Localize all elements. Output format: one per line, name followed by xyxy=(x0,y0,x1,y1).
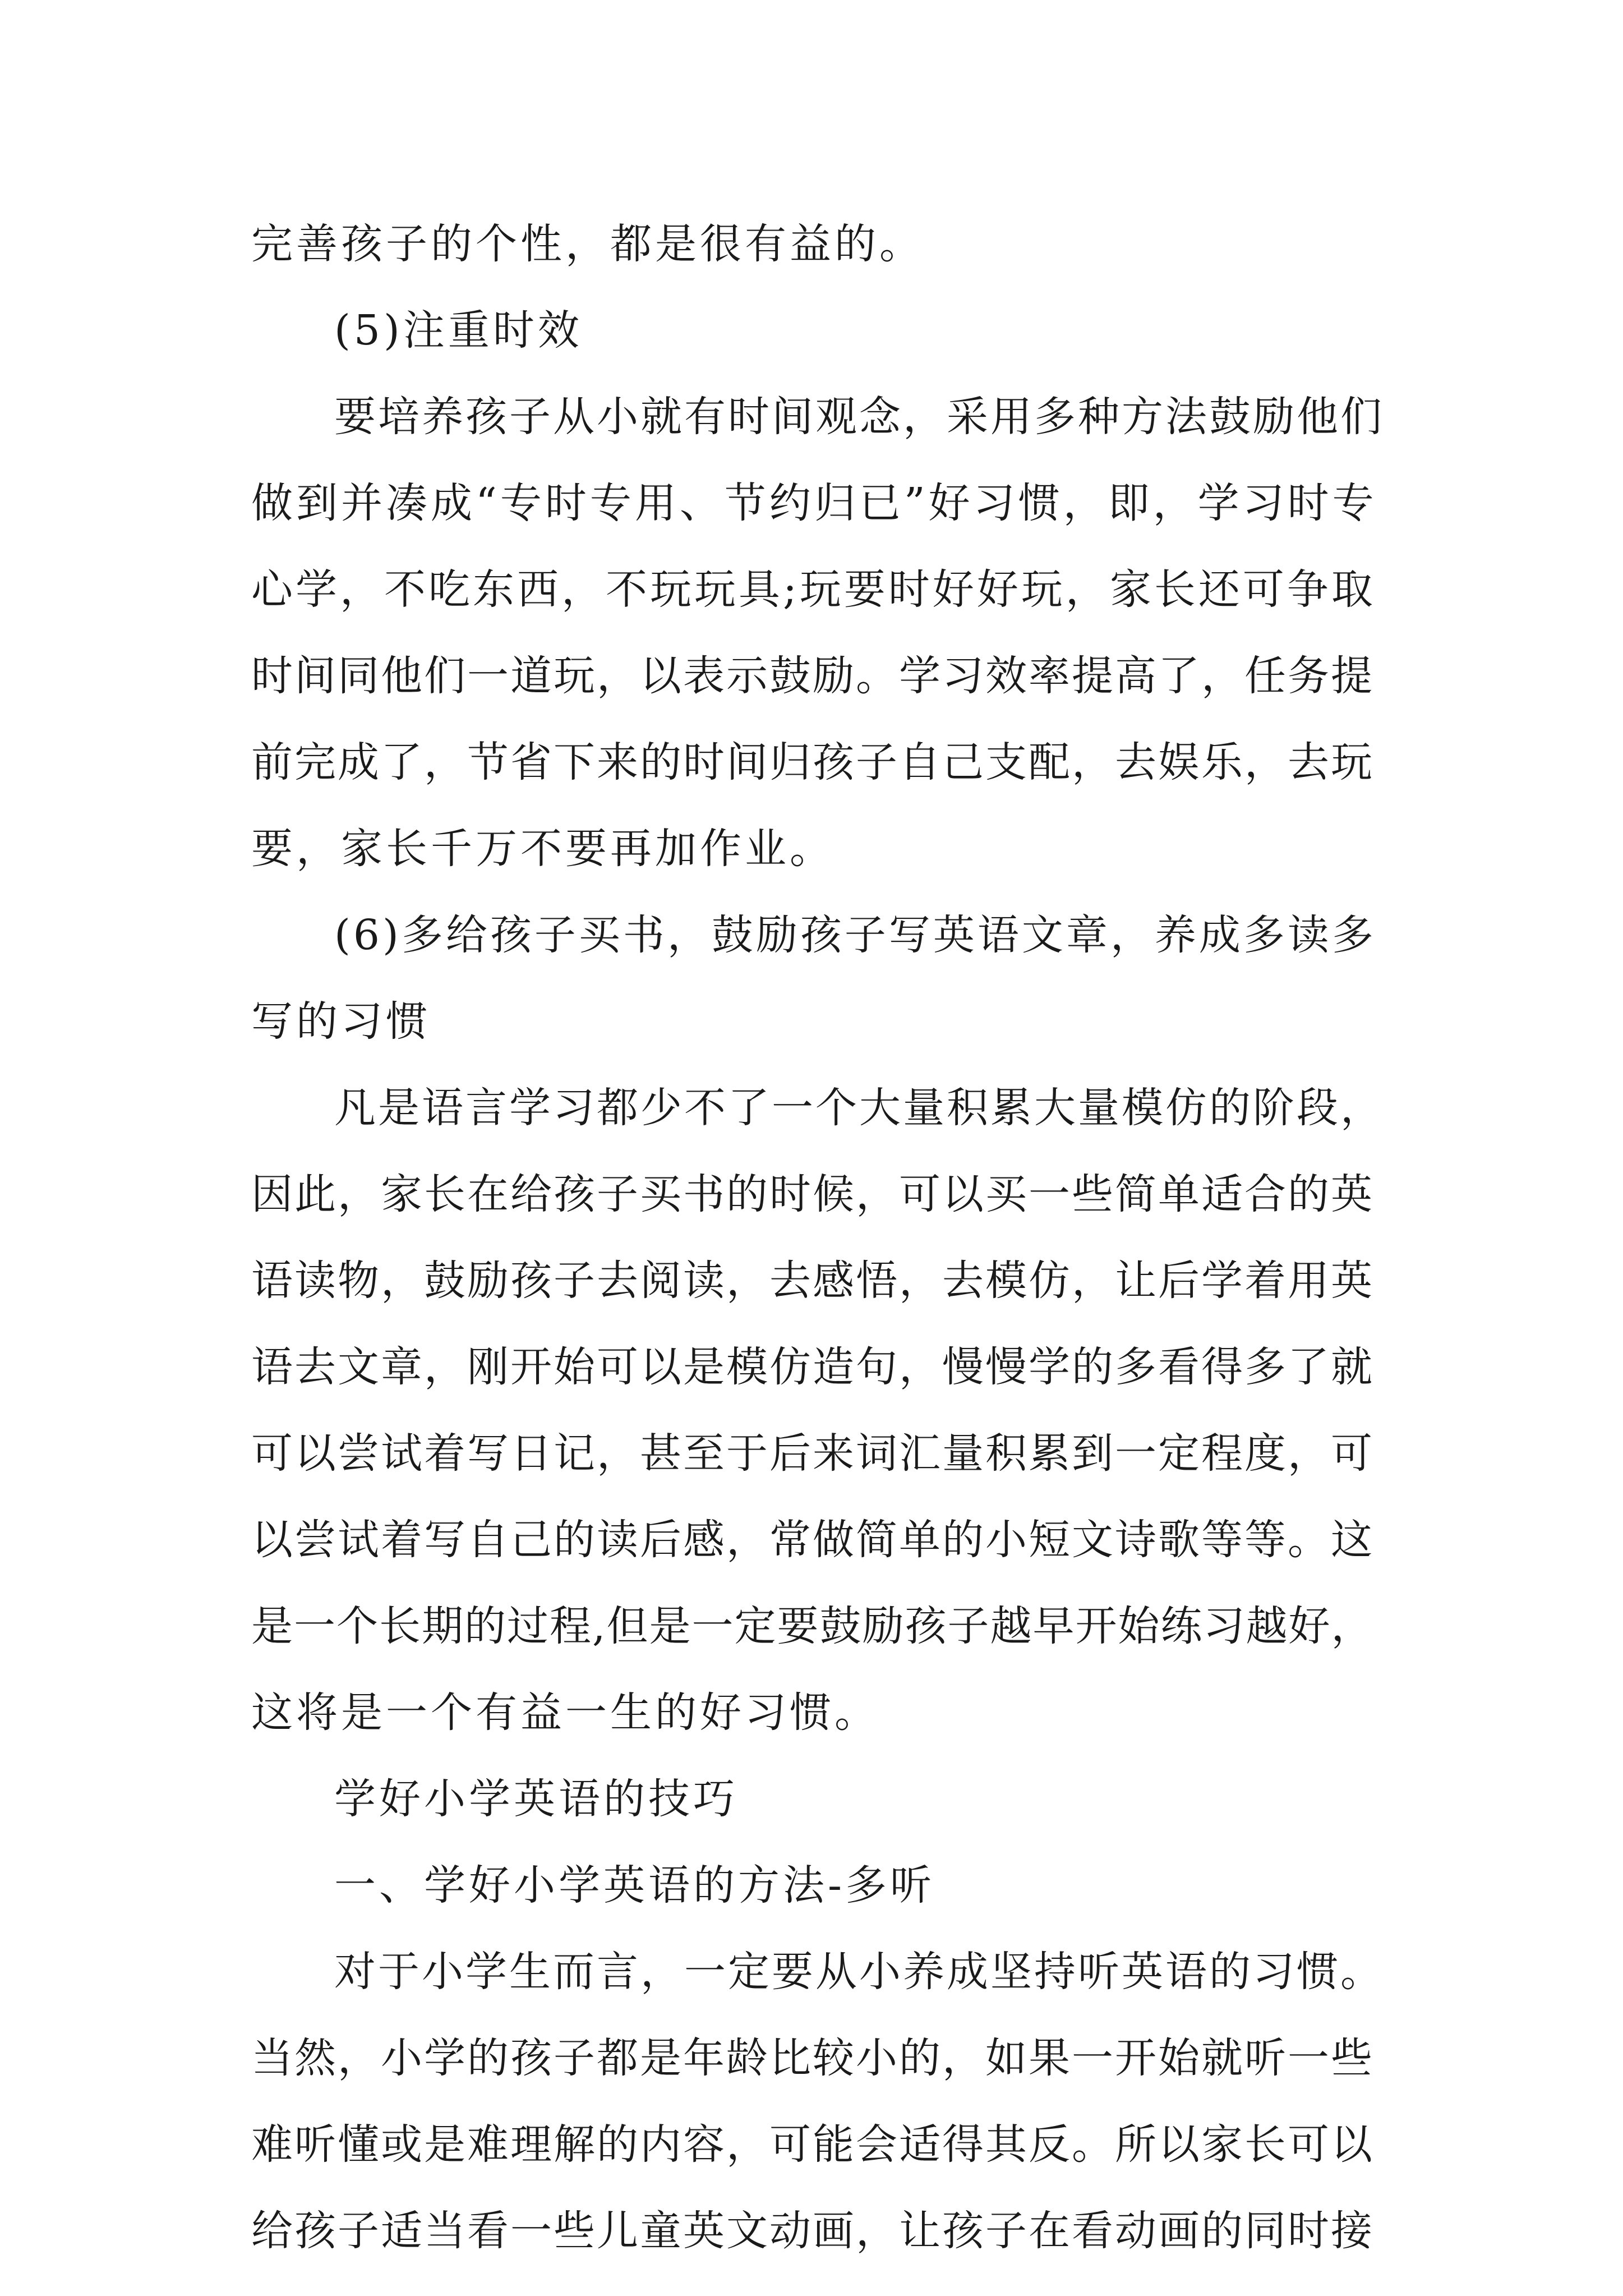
text-line: 做到并凑成“专时专用、节约归已”好习惯，即，学习时专 xyxy=(251,479,1377,527)
text-line: 因此，家长在给孩子买书的时候，可以买一些简单适合的英 xyxy=(251,1170,1374,1218)
section-heading: (5)注重时效 xyxy=(334,306,583,355)
section-heading-continued: 写的习惯 xyxy=(251,997,431,1046)
text-line: 凡是语言学习都少不了一个大量积累大量模仿的阶段， xyxy=(334,1084,1384,1132)
text-line: 给孩子适当看一些儿童英文动画，让孩子在看动画的同时接 xyxy=(251,2207,1374,2255)
text-line: 语去文章，刚开始可以是模仿造句，慢慢学的多看得多了就 xyxy=(251,1343,1374,1391)
text-line: 对于小学生而言，一定要从小养成坚持听英语的习惯。 xyxy=(334,1948,1384,1996)
document-subtitle: 学好小学英语的技巧 xyxy=(334,1775,738,1823)
text-line: 难听懂或是难理解的内容，可能会适得其反。所以家长可以 xyxy=(251,2120,1374,2169)
section-heading: (6)多给孩子买书，鼓励孩子写英语文章，养成多读多 xyxy=(334,911,1376,959)
text-line: 这将是一个有益一生的好习惯。 xyxy=(251,1688,879,1737)
section-heading: 一、学好小学英语的方法-多听 xyxy=(334,1861,935,1910)
text-line: 前完成了，节省下来的时间归孩子自己支配，去娱乐，去玩 xyxy=(251,738,1374,786)
text-line: 时间同他们一道玩，以表示鼓励。学习效率提高了，任务提 xyxy=(251,652,1374,700)
text-line: 完善孩子的个性，都是很有益的。 xyxy=(251,220,924,268)
text-line: 当然，小学的孩子都是年龄比较小的，如果一开始就听一些 xyxy=(251,2034,1374,2082)
text-line: 要，家长千万不要再加作业。 xyxy=(251,825,834,873)
text-line: 语读物，鼓励孩子去阅读，去感悟，去模仿，让后学着用英 xyxy=(251,1257,1374,1305)
text-line: 以尝试着写自己的读后感，常做简单的小短文诗歌等等。这 xyxy=(251,1516,1374,1564)
document-body xyxy=(251,201,1384,2274)
text-line: 要培养孩子从小就有时间观念，采用多种方法鼓励他们 xyxy=(334,393,1384,441)
text-line: 心学，不吃东西，不玩玩具;玩要时好好玩，家长还可争取 xyxy=(251,565,1376,614)
text-line: 是一个长期的过程,但是一定要鼓励孩子越早开始练习越好， xyxy=(251,1602,1374,1650)
text-line: 可以尝试着写日记，甚至于后来词汇量积累到一定程度，可 xyxy=(251,1429,1374,1478)
